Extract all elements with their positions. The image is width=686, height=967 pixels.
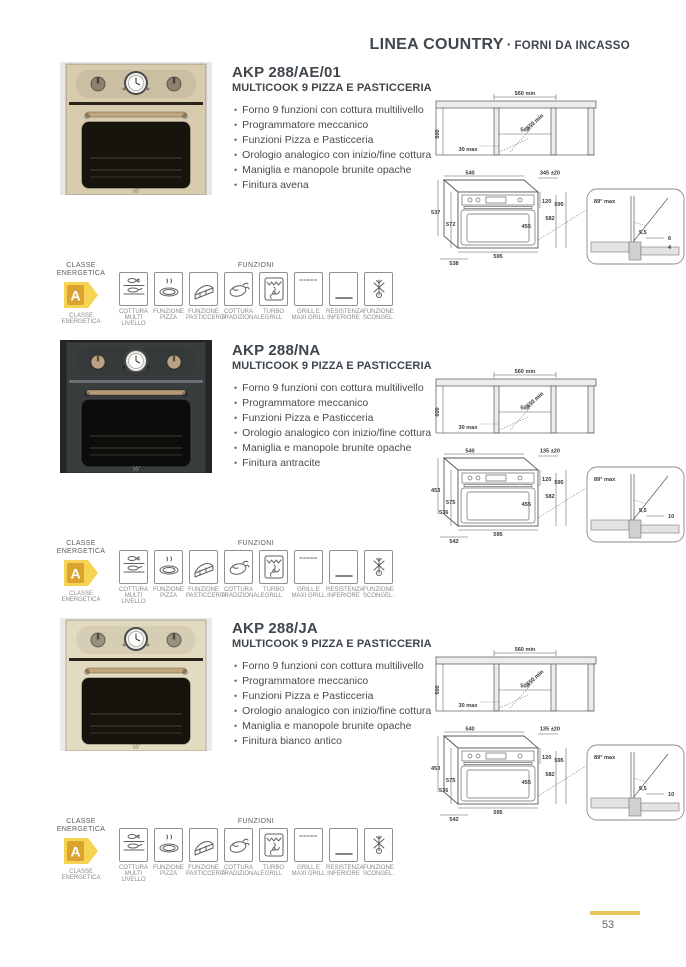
dim-label: 30 max bbox=[458, 425, 478, 431]
pizza-function-icon bbox=[157, 553, 181, 581]
dim-label: 550 min bbox=[525, 113, 546, 132]
dim-label: 560 min bbox=[514, 647, 536, 653]
dim-label: 540 bbox=[465, 726, 475, 733]
function-cell: COTTURA MULTI LIVELLO bbox=[116, 272, 151, 327]
whirlpool-logo: W bbox=[132, 188, 140, 195]
detail-diagram bbox=[587, 467, 684, 542]
dim-label: 120 bbox=[542, 477, 552, 483]
grill-maxi-grill-icon bbox=[297, 553, 321, 581]
function-cell: FUNZIONE PASTICCERIA bbox=[186, 828, 221, 883]
detail-diagram bbox=[587, 745, 684, 820]
turbo-grill-icon bbox=[262, 553, 286, 581]
dim-label: 500 bbox=[520, 127, 530, 134]
dim-label: 537 bbox=[431, 210, 441, 216]
function-cell: GRILL E MAXI GRILL bbox=[291, 550, 326, 605]
feature-item: • Funzioni Pizza e Pasticceria bbox=[234, 411, 442, 426]
oven-window bbox=[82, 400, 190, 466]
dim-label: 550 min bbox=[525, 669, 546, 688]
dim-label: 536 bbox=[439, 788, 449, 794]
functions-block bbox=[116, 262, 396, 327]
feature-item: • Finitura avena bbox=[234, 178, 442, 193]
dim-label: 538 bbox=[449, 261, 459, 267]
function-cell: RESISTENZA INFERIORE bbox=[326, 828, 361, 883]
oven-window bbox=[82, 678, 190, 744]
product-model: AKP 288/NA bbox=[232, 342, 321, 359]
function-cell: FUNZIONE SCONGEL. bbox=[361, 272, 396, 327]
dim-label: 575 bbox=[446, 500, 456, 506]
dim-label: 582 bbox=[545, 772, 555, 778]
dim-label: 30 max bbox=[458, 703, 478, 709]
dim-label: 582 bbox=[545, 216, 555, 222]
dim-label: 5,5 bbox=[639, 230, 647, 236]
multilevel-cooking-icon bbox=[122, 553, 146, 581]
dim-label: 595 bbox=[493, 532, 503, 538]
feature-list bbox=[234, 103, 442, 193]
dim-label: 120 bbox=[542, 199, 552, 205]
function-cell: FUNZIONE PASTICCERIA bbox=[186, 550, 221, 605]
function-cell: COTTURA TRADIZIONALE bbox=[221, 272, 256, 327]
feature-item: • Forno 9 funzioni con cottura multilivello bbox=[234, 659, 442, 674]
dim-label: 4 bbox=[668, 245, 672, 251]
energy-class-block bbox=[56, 818, 106, 881]
svg-text:A: A bbox=[70, 287, 81, 304]
product-info bbox=[232, 64, 442, 193]
function-cell: FUNZIONE PIZZA bbox=[151, 550, 186, 605]
product-section bbox=[0, 340, 686, 618]
functions-block bbox=[116, 540, 396, 605]
roast-chicken-icon bbox=[227, 275, 251, 303]
dim-label: 550 min bbox=[525, 391, 546, 410]
dim-label: 89° max bbox=[594, 755, 616, 761]
multilevel-cooking-icon bbox=[122, 275, 146, 303]
svg-text:A: A bbox=[70, 843, 81, 860]
dim-label: 582 bbox=[545, 494, 555, 500]
dim-label: 10 bbox=[668, 792, 675, 798]
feature-list bbox=[234, 381, 442, 471]
product-photo bbox=[60, 62, 212, 195]
dim-label: 453 bbox=[431, 766, 441, 772]
functions-header: FUNZIONI bbox=[237, 262, 275, 269]
icons-row bbox=[56, 540, 396, 605]
product-subtitle: MULTICOOK 9 PIZZA E PASTICCERIA bbox=[232, 638, 432, 650]
footer-accent-bar bbox=[590, 911, 640, 915]
oven-diagram bbox=[431, 449, 586, 546]
cabinet-diagram bbox=[435, 91, 596, 155]
product-info bbox=[232, 342, 442, 471]
dim-label: 540 bbox=[465, 170, 475, 177]
oven-photo-graphic bbox=[60, 618, 212, 751]
functions-header: FUNZIONI bbox=[237, 540, 275, 547]
icons-row bbox=[56, 818, 396, 883]
function-cell: RESISTENZA INFERIORE bbox=[326, 272, 361, 327]
dim-label: 540 bbox=[465, 448, 475, 455]
functions-block bbox=[116, 818, 396, 883]
dim-label: 453 bbox=[431, 488, 441, 494]
dim-label: 455 bbox=[521, 780, 531, 786]
feature-item: • Programmatore meccanico bbox=[234, 396, 442, 411]
function-cell: FUNZIONE PIZZA bbox=[151, 828, 186, 883]
oven-diagram bbox=[431, 727, 586, 824]
defrost-icon bbox=[367, 831, 391, 859]
cabinet-diagram bbox=[435, 647, 596, 711]
dim-label: 10 bbox=[668, 514, 675, 520]
dim-label: 595 bbox=[493, 810, 503, 816]
feature-item: • Funzioni Pizza e Pasticceria bbox=[234, 689, 442, 704]
dim-label: 600 bbox=[435, 407, 441, 417]
dim-label: 5,5 bbox=[639, 508, 647, 514]
oven-diagram bbox=[431, 171, 586, 268]
dim-label: 135 ±20 bbox=[539, 448, 560, 455]
dim-label: 595 bbox=[493, 254, 503, 260]
header-category: FORNI DA INCASSO bbox=[514, 40, 630, 52]
function-cell: FUNZIONE SCONGEL. bbox=[361, 550, 396, 605]
dim-label: 600 bbox=[435, 129, 441, 139]
bottom-heat-icon bbox=[332, 275, 356, 303]
feature-list bbox=[234, 659, 442, 749]
dim-label: 560 min bbox=[514, 369, 536, 375]
bottom-heat-icon bbox=[332, 553, 356, 581]
feature-item: • Orologio analogico con inizio/fine cottura bbox=[234, 148, 442, 163]
grill-maxi-grill-icon bbox=[297, 275, 321, 303]
svg-text:A: A bbox=[70, 565, 81, 582]
functions-header: FUNZIONI bbox=[237, 818, 275, 825]
product-model: AKP 288/AE/01 bbox=[232, 64, 342, 81]
energy-class-a-icon bbox=[64, 838, 98, 864]
energy-header: CLASSE ENERGETICA bbox=[56, 262, 106, 277]
feature-item: • Orologio analogico con inizio/fine cottura bbox=[234, 426, 442, 441]
feature-item: • Maniglia e manopole brunite opache bbox=[234, 441, 442, 456]
function-cell: GRILL E MAXI GRILL bbox=[291, 272, 326, 327]
dim-label: 560 min bbox=[514, 91, 536, 97]
feature-item: • Maniglia e manopole brunite opache bbox=[234, 163, 442, 178]
dim-label: 120 bbox=[542, 755, 552, 761]
multilevel-cooking-icon bbox=[122, 831, 146, 859]
detail-diagram bbox=[587, 189, 684, 264]
feature-item: • Maniglia e manopole brunite opache bbox=[234, 719, 442, 734]
grill-maxi-grill-icon bbox=[297, 831, 321, 859]
dim-label: 345 ±20 bbox=[539, 170, 560, 177]
dim-label: 500 bbox=[520, 683, 530, 690]
turbo-grill-icon bbox=[262, 275, 286, 303]
installation-drawing bbox=[430, 646, 686, 828]
product-photo bbox=[60, 340, 212, 473]
energy-caption: CLASSE ENERGETICA bbox=[61, 869, 101, 881]
pastry-cake-icon bbox=[192, 831, 216, 859]
dim-label: 595 bbox=[554, 202, 564, 208]
function-cell: TURBO GRILL bbox=[256, 550, 291, 605]
dim-label: 500 bbox=[520, 405, 530, 412]
function-cell: FUNZIONE PIZZA bbox=[151, 272, 186, 327]
page-header bbox=[370, 36, 631, 54]
energy-class-a-icon bbox=[64, 282, 98, 308]
header-dot: · bbox=[506, 36, 512, 52]
dim-label: 595 bbox=[554, 480, 564, 486]
function-cell: TURBO GRILL bbox=[256, 272, 291, 327]
function-cell: FUNZIONE SCONGEL. bbox=[361, 828, 396, 883]
oven-window bbox=[82, 122, 190, 188]
roast-chicken-icon bbox=[227, 553, 251, 581]
dim-label: 89° max bbox=[594, 477, 616, 483]
function-cell: FUNZIONE PASTICCERIA bbox=[186, 272, 221, 327]
function-cell: COTTURA MULTI LIVELLO bbox=[116, 550, 151, 605]
bottom-heat-icon bbox=[332, 831, 356, 859]
dim-label: 595 bbox=[554, 758, 564, 764]
function-cell: RESISTENZA INFERIORE bbox=[326, 550, 361, 605]
dim-label: 135 ±20 bbox=[539, 726, 560, 733]
dim-label: 542 bbox=[449, 817, 459, 823]
product-photo bbox=[60, 618, 212, 751]
energy-class-block bbox=[56, 540, 106, 603]
product-subtitle: MULTICOOK 9 PIZZA E PASTICCERIA bbox=[232, 360, 432, 372]
feature-item: • Finitura bianco antico bbox=[234, 734, 442, 749]
defrost-icon bbox=[367, 553, 391, 581]
oven-photo-graphic bbox=[60, 62, 212, 195]
defrost-icon bbox=[367, 275, 391, 303]
dim-label: 5,5 bbox=[639, 786, 647, 792]
oven-photo-graphic bbox=[60, 340, 212, 473]
energy-caption: CLASSE ENERGETICA bbox=[61, 591, 101, 603]
dim-label: 30 max bbox=[458, 147, 478, 153]
whirlpool-logo: W bbox=[132, 744, 140, 751]
pizza-function-icon bbox=[157, 275, 181, 303]
function-cell: COTTURA MULTI LIVELLO bbox=[116, 828, 151, 883]
pizza-function-icon bbox=[157, 831, 181, 859]
dim-label: 542 bbox=[449, 539, 459, 545]
product-subtitle: MULTICOOK 9 PIZZA E PASTICCERIA bbox=[232, 82, 432, 94]
energy-class-block bbox=[56, 262, 106, 325]
function-cell: COTTURA TRADIZIONALE bbox=[221, 828, 256, 883]
installation-drawing bbox=[430, 368, 686, 550]
installation-drawing bbox=[430, 90, 686, 272]
product-model: AKP 288/JA bbox=[232, 620, 318, 637]
feature-item: • Forno 9 funzioni con cottura multilivello bbox=[234, 103, 442, 118]
dim-label: 575 bbox=[446, 778, 456, 784]
feature-item: • Orologio analogico con inizio/fine cottura bbox=[234, 704, 442, 719]
dim-label: 572 bbox=[446, 222, 456, 228]
roast-chicken-icon bbox=[227, 831, 251, 859]
pastry-cake-icon bbox=[192, 275, 216, 303]
product-section bbox=[0, 618, 686, 896]
dim-label: 6 bbox=[668, 236, 672, 242]
cabinet-diagram bbox=[435, 369, 596, 433]
dim-label: 455 bbox=[521, 502, 531, 508]
dim-label: 536 bbox=[439, 510, 449, 516]
function-cell: GRILL E MAXI GRILL bbox=[291, 828, 326, 883]
feature-item: • Programmatore meccanico bbox=[234, 118, 442, 133]
energy-header: CLASSE ENERGETICA bbox=[56, 540, 106, 555]
energy-header: CLASSE ENERGETICA bbox=[56, 818, 106, 833]
product-section bbox=[0, 62, 686, 340]
turbo-grill-icon bbox=[262, 831, 286, 859]
function-cell: COTTURA TRADIZIONALE bbox=[221, 550, 256, 605]
header-line-name: LINEA COUNTRY bbox=[369, 36, 504, 53]
function-cell: TURBO GRILL bbox=[256, 828, 291, 883]
dim-label: 455 bbox=[521, 224, 531, 230]
feature-item: • Finitura antracite bbox=[234, 456, 442, 471]
feature-item: • Programmatore meccanico bbox=[234, 674, 442, 689]
feature-item: • Funzioni Pizza e Pasticceria bbox=[234, 133, 442, 148]
product-info bbox=[232, 620, 442, 749]
pastry-cake-icon bbox=[192, 553, 216, 581]
dim-label: 89° max bbox=[594, 199, 616, 205]
icons-row bbox=[56, 262, 396, 327]
feature-item: • Forno 9 funzioni con cottura multilivello bbox=[234, 381, 442, 396]
energy-caption: CLASSE ENERGETICA bbox=[61, 313, 101, 325]
whirlpool-logo: W bbox=[132, 466, 140, 473]
energy-class-a-icon bbox=[64, 560, 98, 586]
dim-label: 600 bbox=[435, 685, 441, 695]
page-number: 53 bbox=[601, 919, 615, 931]
